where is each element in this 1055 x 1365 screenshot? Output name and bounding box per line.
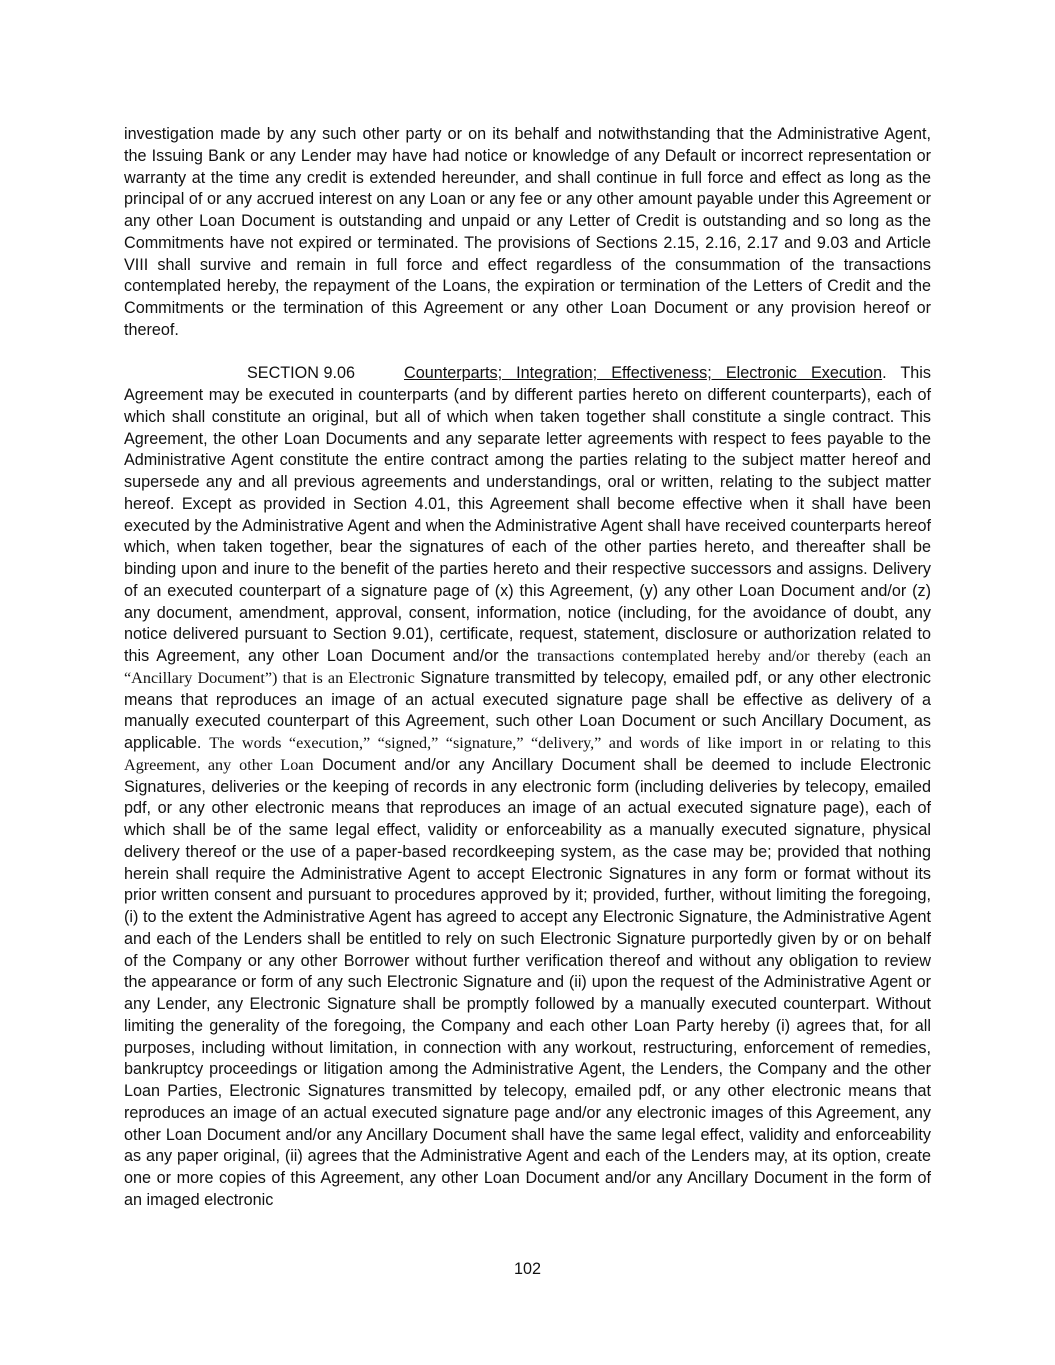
section-text-part-1: This Agreement may be executed in counterparts (and by different parties hereto on different counterparts), each of which shall constitute an original, but all of which when taken together shall constitute a single contract. This Agreement, the other Loan Documents and any separate letter agreements with respect to fees payable to the Administrative Agent constitute the entire contract among the parties relating to the subject matter hereof and supersede any and all previous agreements and understandings, oral or written, relating to the subject matter hereof. Except as provided in Section 4.01, this Agreement shall become effective when it shall have been executed by the Administrative Agent and when the Administrative Agent shall have received counterparts hereof which, when taken together, bear the signatures of each of the other parties hereto, and thereafter shall be binding upon and inure to the benefit of the parties hereto and their respective successors and assigns. Delivery of an executed counterpart of a signature page of (x) this Agreement, (y) any other Loan Document and/or (z) any document, amendment, approval, consent, information, notice (including, for the avoidance of doubt, any notice delivered pursuant to Section 9.01), certificate, request, statement, disclosure or authorization related to this Agreement, any other Loan Document and/or the: [124, 364, 931, 665]
section-9-06-paragraph: [124, 363, 931, 1211]
section-text-serif-2: The words “execution,” “signed,” “signature,” “delivery,” and words of like import in or relating to this Agreement, any other Loan: [124, 734, 932, 774]
section-text-serif-1: transactions contemplated hereby and/or thereby (each an “Ancillary Document”) that is an Electronic: [124, 647, 931, 687]
section-number: SECTION 9.06: [247, 364, 355, 383]
section-text-part-3: Document and/or any Ancillary Document shall be deemed to include Electronic Signatures, deliveries or the keeping of records in any electronic form (including deliveries by telecopy, emailed pdf, or any other electronic means that reproduces an image of an actual executed signature page), each of which shall be of the same legal effect, validity or enforceability as a manually executed signature, physical delivery thereof or the use of a paper-based recordkeeping system, as the case may be; provided that nothing herein shall require the Administrative Agent to accept Electronic Signatures in any form or format without its prior written consent and pursuant to procedures approved by it; provided, further, without limiting the foregoing, (i) to the extent the Administrative Agent has agreed to accept any Electronic Signature, the Administrative Agent and each of the Lenders shall be entitled to rely on such Electronic Signature purportedly given by or on behalf of the Company or any other Borrower without further verification thereof and without any obligation to review the appearance or form of any such Electronic Signature and (ii) upon the request of the Administrative Agent or any Lender, any Electronic Signature shall be promptly followed by a manually executed counterpart. Without limiting the generality of the foregoing, the Company and each other Loan Party hereby (i) agrees that, for all purposes, including without limitation, in connection with any workout, restructuring, enforcement of remedies, bankruptcy proceedings or litigation among the Administrative Agent, the Lenders, the Company and the other Loan Parties, Electronic Signatures transmitted by telecopy, emailed pdf, or any other electronic means that reproduces an image of an actual executed signature page and/or any electronic images of this Agreement, any other Loan Document and/or any Ancillary Document shall have the same legal effect, validity and enforceability as any paper original, (ii) agrees that the Administrative Agent and each of the Lenders may, at its option, create one or more copies of this Agreement, any other Loan Document and/or any Ancillary Document in the form of an imaged electronic: [124, 755, 931, 1209]
section-title: Counterparts; Integration; Effectiveness; Electronic Execution: [404, 364, 883, 383]
section-title-period: .: [882, 364, 887, 383]
section-text-part-2: Signature transmitted by telecopy, emailed pdf, or any other electronic means that reproduces an image of an actual executed signature page shall be effective as delivery of a manually executed counterpart of this Agreement, such other Loan Document or such Ancillary Document, as applicable.: [124, 668, 931, 752]
document-body: [124, 124, 931, 1212]
page-number: 102: [513, 1260, 541, 1278]
paragraph-continuation: investigation made by any such other party or on its behalf and notwithstanding that the Administrative Agent, the Issuing Bank or any Lender may have had notice or knowledge of any Default or incorrect representation or warranty at the time any credit is extended hereunder, and shall continue in full force and effect as long as the principal of or any accrued interest on any Loan or any fee or any other amount payable under this Agreement or any other Loan Document is outstanding and unpaid or any Letter of Credit is outstanding and so long as the Commitments have not expired or terminated. The provisions of Sections 2.15, 2.16, 2.17 and 9.03 and Article VIII shall survive and remain in full force and effect regardless of the consummation of the transactions contemplated hereby, the repayment of the Loans, the expiration or termination of the Letters of Credit and the Commitments or the termination of this Agreement or any other Loan Document or any provision hereof or thereof.: [124, 125, 931, 339]
